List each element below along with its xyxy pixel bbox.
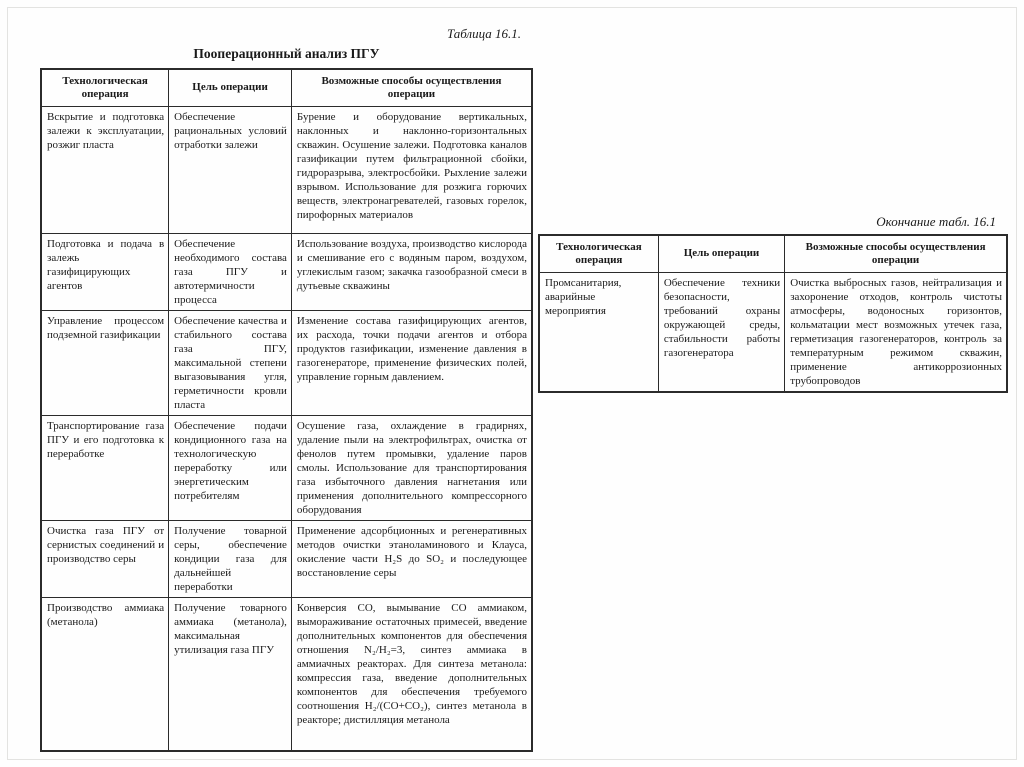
table-row	[41, 233, 532, 310]
column-header-operation: Технологическая операция	[41, 69, 169, 106]
column-header-goal: Цель операции	[169, 69, 292, 106]
pgu-analysis-table	[40, 68, 533, 752]
cell-operation: Управление процессом подземной газификации	[41, 310, 169, 415]
cell-operation: Вскрытие и подготовка залежи к эксплуатации, розжиг пласта	[41, 106, 169, 233]
cell-goal: Обеспечение необходимого состава газа ПГУ и автотермичности процесса	[169, 233, 292, 310]
cell-methods: Изменение состава газифицирующих агентов, их расхода, точки подачи агентов и отбора продуктов газификации, изменение давления в газогенераторе, применение физических полей, управление горным давлением.	[291, 310, 532, 415]
table-row	[41, 597, 532, 751]
cell-methods: Конверсия CO, вымывание CO аммиаком, вымораживание остаточных примесей, введение дополнительных компонентов для обеспечения отношения N₂/H₂=3, синтез аммиака в аммиачных реакторах. Для синтеза метанола: компрессия газа, введение дополнительных компонентов для обеспечения требуемого соотношения H₂/(CO+CO₂), синтез метанола в реакторе; дистилляция метанола	[291, 597, 532, 751]
table-row	[539, 272, 1007, 392]
table-row	[41, 415, 532, 520]
cell-methods: Осушение газа, охлаждение в градирнях, удаление пыли на электрофильтрах, очистка от фенолов путем промывки, удаление паров смолы. Использование для транспортирования газа избыточного давления нагнетания или применения дополнительного компрессорного оборудования	[291, 415, 532, 520]
header-row	[539, 235, 1007, 272]
cell-operation: Промсанитария, аварийные мероприятия	[539, 272, 658, 392]
table-row	[41, 310, 532, 415]
cell-methods: Бурение и оборудование вертикальных, наклонных и наклонно-горизонтальных скважин. Осушение залежи. Подготовка каналов газификации путем фильтрационной сбойки, гидроразрыва, электросбойки. Рыхление залежи взрывом. Использование для розжига горючих веществ, электронагревателей, газовых горелок, пирофорных материалов	[291, 106, 532, 233]
cell-operation: Транспортирование газа ПГУ и его подготовка к переработке	[41, 415, 169, 520]
cell-goal: Получение товарного аммиака (метанола), максимальная утилизация газа ПГУ	[169, 597, 292, 751]
column-header-methods: Возможные способы осуществления операции	[291, 69, 532, 106]
cell-methods: Использование воздуха, производство кислорода и смешивание его с водяным паром, воздухом, углекислым газом; закачка газообразной смеси в дутьевые скважины	[291, 233, 532, 310]
cell-methods: Применение адсорбционных и регенеративных методов очистки этаноламинового и Клауса, окисление части H₂S до SO₂ и последующее восстановление серы	[291, 520, 532, 597]
cell-goal: Получение товарной серы, обеспечение кондиции газа для дальнейшей переработки	[169, 520, 292, 597]
table-16-1-block	[40, 26, 533, 752]
table-16-1-continuation-block	[538, 214, 1008, 393]
cell-operation: Производство аммиака (метанола)	[41, 597, 169, 751]
cell-operation: Очистка газа ПГУ от сернистых соединений и производство серы	[41, 520, 169, 597]
table-row	[41, 106, 532, 233]
pgu-analysis-table-continuation	[538, 234, 1008, 393]
header-row	[41, 69, 532, 106]
table-continuation-caption: Окончание табл. 16.1	[876, 214, 996, 229]
cell-goal: Обеспечение рациональных условий отработки залежи	[169, 106, 292, 233]
cell-operation: Подготовка и подача в залежь газифицирующих агентов	[41, 233, 169, 310]
cell-goal: Обеспечение подачи кондиционного газа на технологическую переработку или энергетическим потребителям	[169, 415, 292, 520]
table-title: Пооперационный анализ ПГУ	[193, 46, 380, 61]
column-header-operation: Технологическая операция	[539, 235, 658, 272]
column-header-goal: Цель операции	[658, 235, 784, 272]
table-caption: Таблица 16.1.	[446, 26, 521, 41]
cell-goal: Обеспечение качества и стабильного состава газа ПГУ, максимальной степени выгазовывания угля, герметичности кровли пласта	[169, 310, 292, 415]
cell-goal: Обеспечение техники безопасности, требований охраны окружающей среды, стабильности работы газогенератора	[658, 272, 784, 392]
column-header-methods: Возможные способы осуществления операции	[785, 235, 1007, 272]
cell-methods: Очистка выбросных газов, нейтрализация и захоронение отходов, контроль чистоты атмосферы, водоносных горизонтов, кольматации мест возможных утечек газа, герметизация газогенераторов, контроль за температурным режимом скважин, применение антикоррозионных трубопроводов	[785, 272, 1007, 392]
table-row	[41, 520, 532, 597]
